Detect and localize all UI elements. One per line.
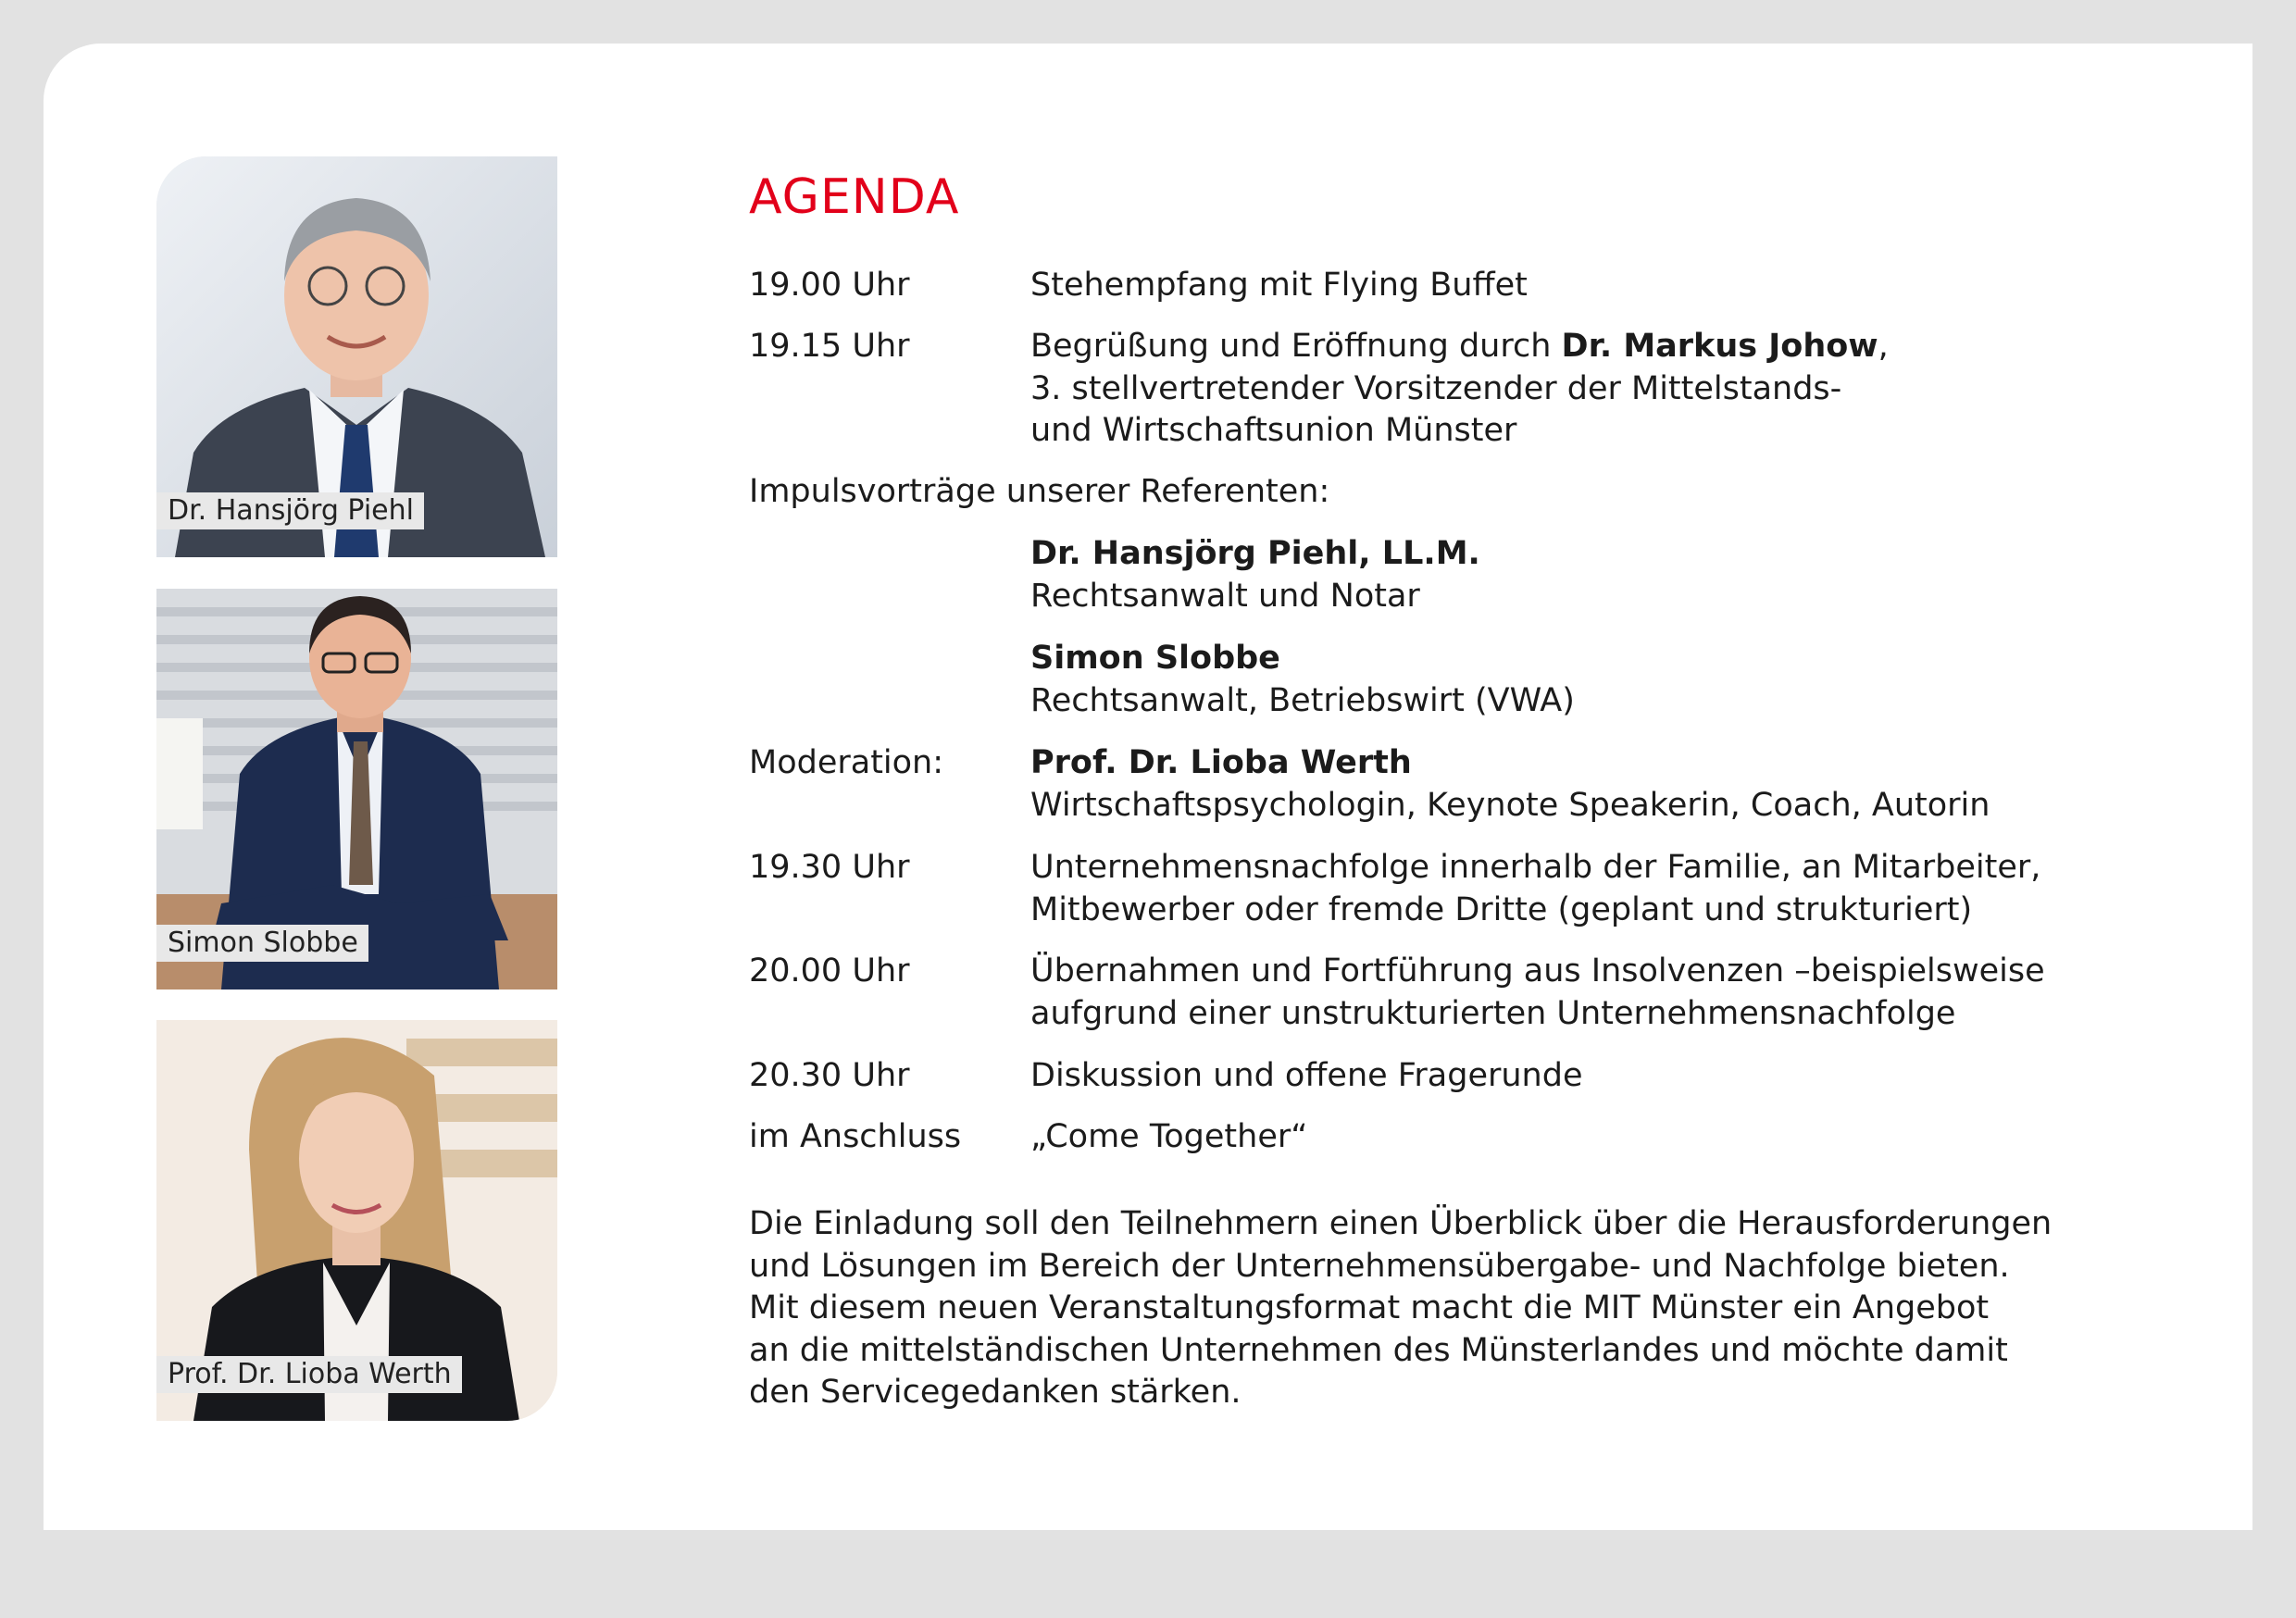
agenda-text — [1030, 951, 2045, 1035]
impulse-label-text: Impulsvorträge unserer Referenten: — [749, 473, 1330, 510]
agenda-text: „Come Together“ — [1030, 1118, 1308, 1155]
agenda-time: 20.30 Uhr — [749, 1057, 910, 1094]
agenda-text: Diskussion und offene Fragerunde — [1030, 1057, 1583, 1094]
referent-block — [1030, 638, 1575, 722]
speaker-caption: Dr. Hansjörg Piehl — [156, 492, 424, 529]
referent-role: Rechtsanwalt, Betriebswirt (VWA) — [1030, 681, 1575, 719]
agenda-text-line: Übernahmen und Fortführung aus Insolvenzen –beispielsweise — [1030, 952, 2045, 989]
speaker-photo-werth — [156, 1020, 557, 1421]
speaker-photo-piehl — [156, 156, 557, 557]
agenda-text — [1030, 326, 1889, 453]
agenda-text-line: aufgrund einer unstrukturierten Unternehmensnachfolge — [1030, 994, 1956, 1032]
intro-line: Die Einladung soll den Teilnehmern einen Überblick über die Herausforderungen — [749, 1205, 2053, 1242]
moderation-label: Moderation: — [749, 744, 944, 781]
agenda-time: 19.00 Uhr — [749, 267, 910, 304]
agenda-time: im Anschluss — [749, 1118, 962, 1155]
speaker-caption: Prof. Dr. Lioba Werth — [156, 1356, 462, 1393]
referent-block — [1030, 533, 1480, 617]
agenda-text-line — [1030, 326, 1889, 368]
speaker-caption: Simon Slobbe — [156, 925, 368, 962]
agenda-title: AGENDA — [749, 169, 960, 225]
intro-line: Mit diesem neuen Veranstaltungsformat macht die MIT Münster ein Angebot — [749, 1289, 1990, 1326]
agenda-time: 19.30 Uhr — [749, 849, 910, 886]
intro-line: und Lösungen im Bereich der Unternehmensübergabe- und Nachfolge bieten. — [749, 1247, 2010, 1285]
speaker-photo-slobbe — [156, 589, 557, 989]
intro-line: den Servicegedanken stärken. — [749, 1374, 1242, 1411]
moderator-block — [1030, 742, 1990, 827]
agenda-time: 19.15 Uhr — [749, 328, 910, 365]
moderator-role: Wirtschaftspsychologin, Keynote Speakerin, Coach, Autorin — [1030, 786, 1990, 824]
moderator-name: Prof. Dr. Lioba Werth — [1030, 744, 1412, 781]
host-name: Dr. Markus Johow — [1561, 328, 1878, 365]
intro-paragraph — [749, 1203, 2052, 1414]
agenda-text — [1030, 847, 2040, 931]
agenda-text-line: Unternehmensnachfolge innerhalb der Familie, an Mitarbeiter, — [1030, 849, 2041, 886]
agenda-text-part: Begrüßung und Eröffnung durch — [1030, 328, 1562, 365]
agenda-text-line: und Wirtschaftsunion Münster — [1030, 412, 1517, 449]
agenda-text-part: , — [1878, 328, 1889, 365]
agenda-time: 20.00 Uhr — [749, 952, 910, 989]
referent-role: Rechtsanwalt und Notar — [1030, 577, 1420, 615]
referent-name: Dr. Hansjörg Piehl, LL.M. — [1030, 535, 1480, 572]
agenda-text: Stehempfang mit Flying Buffet — [1030, 267, 1528, 304]
intro-line: an die mittelständischen Unternehmen des Münsterlandes und möchte damit — [749, 1331, 2008, 1369]
agenda-text-line: Mitbewerber oder fremde Dritte (geplant und strukturiert) — [1030, 890, 1973, 928]
referent-name: Simon Slobbe — [1030, 640, 1280, 677]
agenda-text-line: 3. stellvertretender Vorsitzender der Mittelstands- — [1030, 369, 1842, 407]
